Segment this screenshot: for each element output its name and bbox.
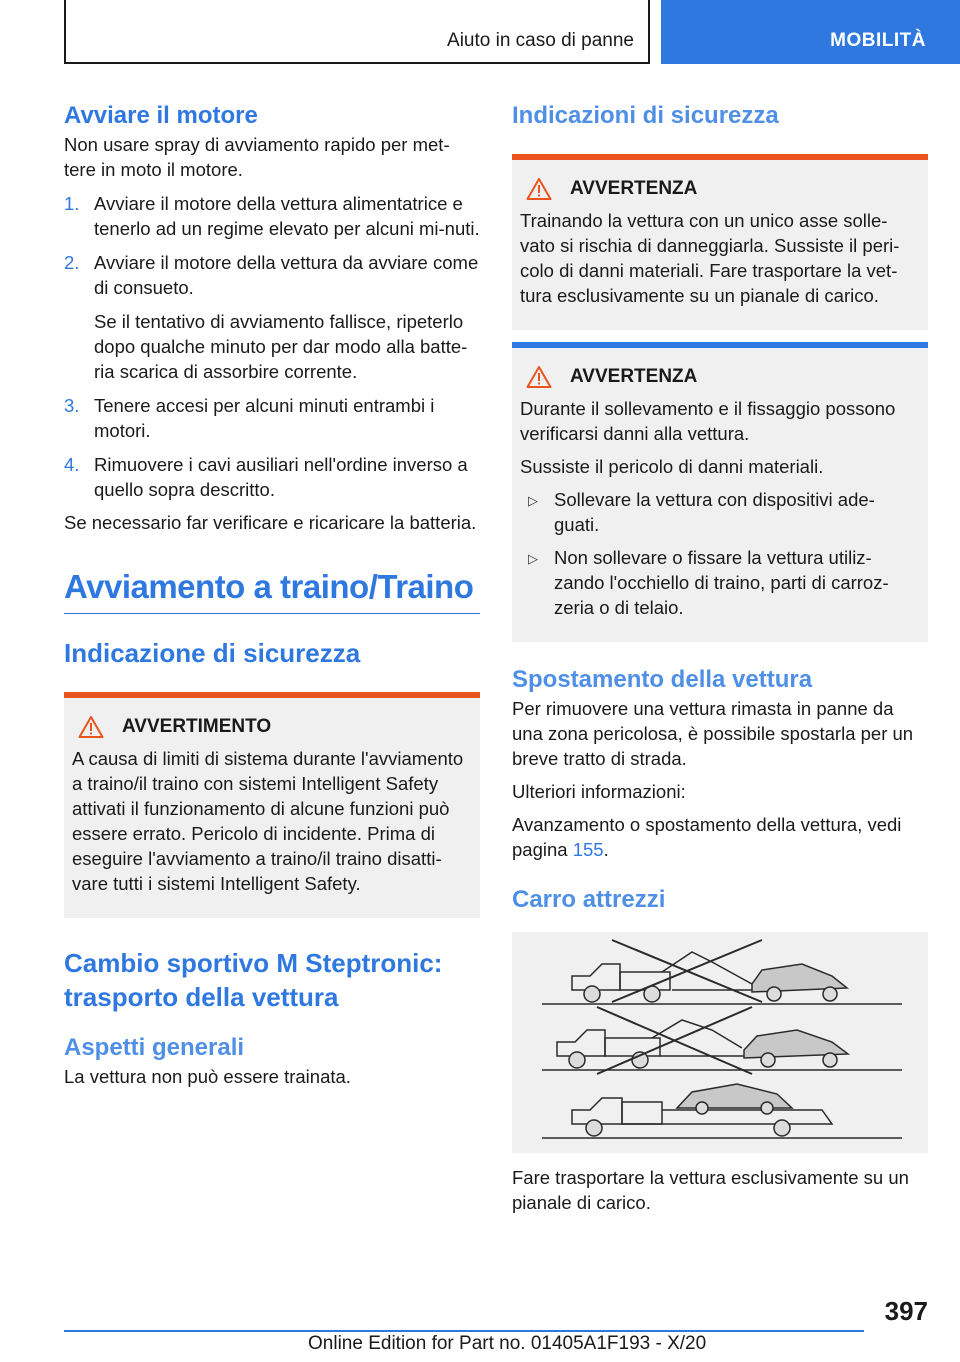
page-reference-link[interactable]: 155 [572,839,604,860]
warning-header [520,364,920,390]
header-chapter-label: MOBILITÀ [830,30,926,51]
warning-text: A causa di limiti di sistema durante l'avviamento a traino/il traino con sistemi Intelligent Safety attivati il funzionamento di alcune funzioni può essere errato. Pericolo di incidente. Prima di eseguire l'avviamento a traino/il traino disatti-vare tutti i sistemi Intelligent Safety. [72,748,464,894]
warning-text: Trainando la vettura con un unico asse solle-vato si rischia di danneggiarla. Sussiste il peri-colo di danni materiali. Fare trasportare la vet-tura esclusivamente su un pianale di carico. [520,210,900,306]
list-item [520,487,920,537]
step-number: 1. [64,193,80,214]
step-text: Rimuovere i cavi ausiliari nell'ordine inverso a quello sopra descritto. [94,454,468,500]
step-number: 4. [64,454,80,475]
warning-title: AVVERTIMENTO [122,716,272,737]
vehicle-moving-text: Per rimuovere una vettura rimasta in panne da una zona pericolosa, è possibile spostarla per un breve tratto di strada. [512,698,914,769]
more-info-label: Ulteriori informazioni: [512,781,686,802]
header-section-tab [64,0,650,64]
gearbox-transport-heading: Cambio sportivo M Steptronic: trasporto della vettura [64,948,443,1012]
bullet-text: Sollevare la vettura con dispositivi ade-guati. [554,489,875,535]
start-steps-list [64,191,480,502]
footer-edition: Online Edition for Part no. 01405A1F193 - X/20 [308,1333,707,1354]
general-aspects-heading: Aspetti generali [64,1034,245,1061]
page-reference-end: . [603,839,609,860]
left-column [64,100,480,1089]
warning-bullet-list [520,487,920,620]
battery-note: Se necessario far verificare e ricaricare la batteria. [64,512,477,533]
start-engine-heading: Avviare il motore [64,102,258,129]
tow-truck-caption: Fare trasportare la vettura esclusivamente su un pianale di carico. [512,1167,909,1213]
warning-triangle-icon [526,365,552,389]
tow-truck-heading: Carro attrezzi [512,886,666,913]
warning-text: Durante il sollevamento e il fissaggio possono verificarsi danni alla vettura. [520,398,896,444]
bullet-text: Non sollevare o fissare la vettura utiliz-zando l'occhiello di traino, parti di carroz-zeria o di telaio. [554,547,889,618]
warning-box-single-axle [512,154,928,330]
tow-methods-figure [512,932,928,1153]
warning-title: AVVERTENZA [570,366,698,387]
triangle-bullet-icon: ▷ [528,551,538,566]
footer-divider [64,1330,864,1332]
step-text: Tenere accesi per alcuni minuti entrambi i motori. [94,395,435,441]
page-number: 397 [884,1296,928,1326]
list-item [64,250,480,384]
warning-text: Sussiste il pericolo di danni materiali. [520,456,824,477]
step-number: 3. [64,395,80,416]
vehicle-moving-heading: Spostamento della vettura [512,666,813,693]
warning-triangle-icon [526,177,552,201]
warning-title: AVVERTENZA [570,178,698,199]
header-section-label: Aiuto in caso di panne [447,30,634,51]
warning-header [72,714,472,740]
page-reference [512,812,928,862]
warning-header [520,176,920,202]
page-reference-text: Avanzamento o spostamento della vettura, vedi pagina [512,814,902,860]
safety-indications-heading: Indicazioni di sicurezza [512,102,779,129]
header-chapter-tab [661,0,960,64]
general-aspects-text: La vettura non può essere trainata. [64,1066,351,1087]
warning-box-lifting [512,342,928,642]
list-item [64,452,480,502]
tow-truck-illustration [512,932,928,1153]
start-engine-intro: Non usare spray di avviamento rapido per met-tere in moto il motore. [64,134,450,180]
right-column [512,100,928,1215]
warning-box-intelligent-safety [64,692,480,918]
list-item [520,545,920,620]
list-item [64,393,480,443]
step-text: Avviare il motore della vettura alimentatrice e tenerlo ad un regime elevato per alcuni mi-nuti. [94,193,480,239]
step-number: 2. [64,252,80,273]
safety-indication-heading: Indicazione di sicurezza [64,638,361,668]
tow-start-heading: Avviamento a traino/Traino [64,565,480,614]
list-item [64,191,480,241]
step-text: Avviare il motore della vettura da avviare come di consueto. [94,252,479,298]
step-subtext: Se il tentativo di avviamento fallisce, ripeterlo dopo qualche minuto per dar modo alla batte-ria scarica di assorbire corrente. [94,311,468,382]
triangle-bullet-icon: ▷ [528,493,538,508]
warning-triangle-icon [78,715,104,739]
